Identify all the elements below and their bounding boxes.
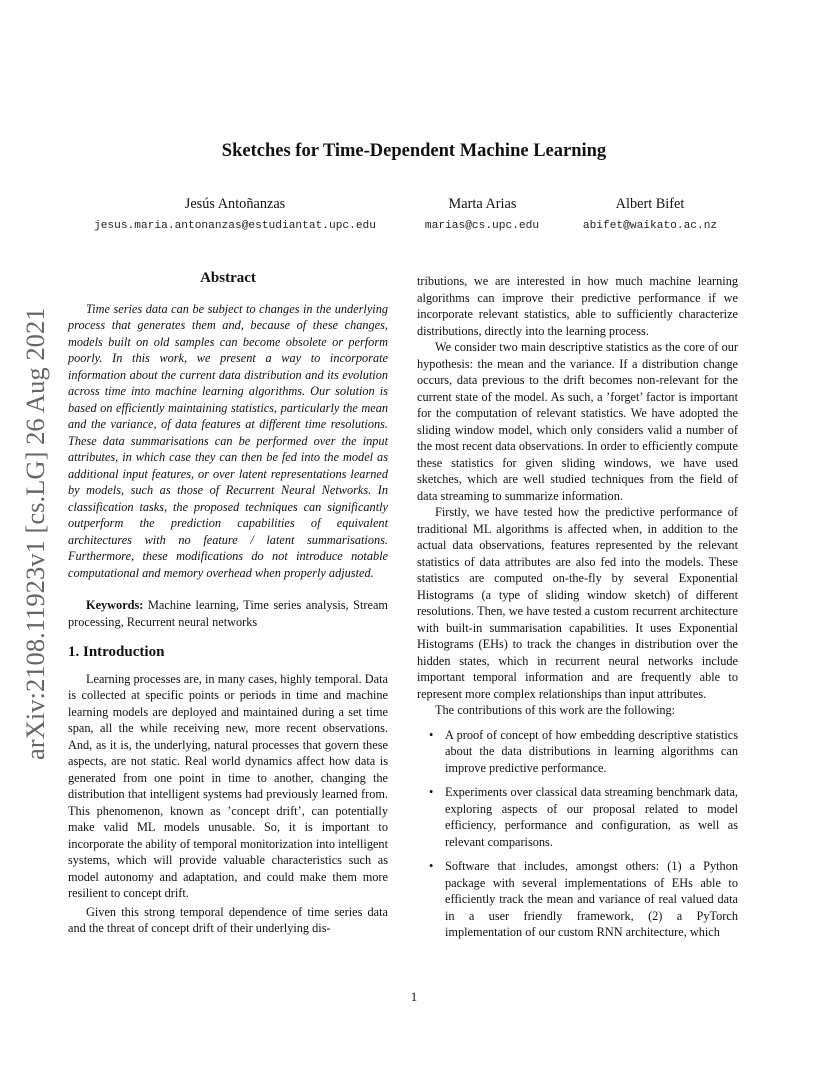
bullet-icon: • [429,859,434,873]
abstract-body [68,301,388,582]
abstract-text: Time series data can be subject to changes in the underlying process that generates them and, because of these changes, models built on old samples can become obsolete or perform poorly. In this work, we present a way to incorporate information about the current data distribution and its evolution across time into machine learning algorithms. Our solution is based on efficiently maintaining statistics, particularly the mean and the variance, of data features at different time resolutions. These data summarisations can be performed over the input attributes, in which case they can then be fed into the model as additional input features, or over latent representations learned by models, such as those of Recurrent Neural Networks. In classification tasks, the proposed techniques can significantly outperform the prediction capabilities of equivalent architectures with no feature / latent summarisations. Furthermore, these modifications do not introduce notable computational and memory overhead when properly adjusted. [68,301,388,580]
abstract-heading: Abstract [200,270,256,286]
contributions-intro: The contributions of this work are the following: [435,703,676,717]
author-email-3: abifet@waikato.ac.nz [582,220,718,232]
right-paragraph-continued: tributions, we are interested in how much machine learning algorithms can improve their predictive performance if we incorporate relevant statistics, able to sufficiently characterize distributions, directly into the learning process. [417,274,738,338]
bullet-icon: • [429,785,434,799]
arxiv-identifier: arXiv:2108.11923v1 [cs.LG] 26 Aug 2021 [20,307,50,760]
author-name-2: Marta Arias [448,196,517,212]
paper-title: Sketches for Time-Dependent Machine Learning [221,141,607,161]
right-paragraph-3: Firstly, we have tested how the predictive performance of traditional ML algorithms is affected when, in addition to the actual data observations, features represented by the relevant statistics of data attributes are also fed into the models. These statistics are computed on-the-fly by several Exponential Histograms (a type of sliding window sketch) of different resolutions. Then, we have tested a custom recurrent architecture with built-in summarisation capabilities. It uses Exponential Histograms (EHs) to track the changes in distribution over the hidden states, which in recurrent neural networks include important temporal information and are frequently able to represent more complex relationships than input attributes. [417,505,738,701]
author-name-1: Jesús Antoñanzas [184,196,286,212]
page-number: 1 [410,990,418,1004]
section-heading-introduction: 1. Introduction [68,644,165,660]
list-item: • A proof of concept of how embedding descriptive statistics about the data distributions in learning algorithms can improve predictive performance. [429,727,738,775]
right-paragraph-2: We consider two main descriptive statistics as the core of our hypothesis: the mean and the variance. If a distribution change occurs, data previous to the drift becomes non-relevant for the current state of the model. As such, a ’forget’ factor is important for the computation of relevant statistics. We have adopted the sliding window model, which only considers valid a number of the most recent data observations. In order to efficiently compute these statistics for given sliding windows, we have used sketches, which are well studied techniques from the field of data streaming to summarize information. [417,340,738,503]
keywords-label: Keywords: [86,598,144,612]
left-column [68,270,388,937]
contributions-list [417,727,738,941]
bullet-icon: • [429,727,434,742]
author-email-2: marias@cs.upc.edu [424,220,540,232]
author-name-3: Albert Bifet [615,196,685,212]
author-email-1: jesus.maria.antonanzas@estudiantat.upc.edu [94,220,376,232]
list-item: • Experiments over classical data streaming benchmark data, exploring aspects of our proposal related to model efficiency, performance and configuration, as well as relevant comparisons. [429,785,738,849]
keywords-text: Machine learning, Time series analysis, Stream processing, Recurrent neural networks [68,598,389,629]
keywords [68,597,388,630]
intro-paragraph-2: Given this strong temporal dependence of time series data and the threat of concept drift of their underlying dis- [68,904,388,935]
right-column [417,273,738,949]
list-item: • Software that includes, amongst others: (1) a Python package with several implementations of EHs able to efficiently track the mean and variance of real valued data in a user friendly framework, (2) a PyTorch implementation of our custom RNN architecture, which [429,859,738,939]
intro-paragraph-1: Learning processes are, in many cases, highly temporal. Data is collected at specific points or periods in time and machine learning models are deployed and maintained during a set time span, all the while receiving new, more recent observations. And, as it is, the underlying, natural processes that govern these aspects, are not static. Real world dynamics affect how data is generated from one point in time to another, changing the distribution that intelligent systems had previously learned from. This phenomenon, known as ’concept drift’, can potentially make valid ML models unusable. So, it is important to incorporate the ability of temporal monitorization into intelligent systems, which will provide valuable characteristics such as model autonomy and adaptation, and could make them more resilient to concept drift. [68,671,388,900]
